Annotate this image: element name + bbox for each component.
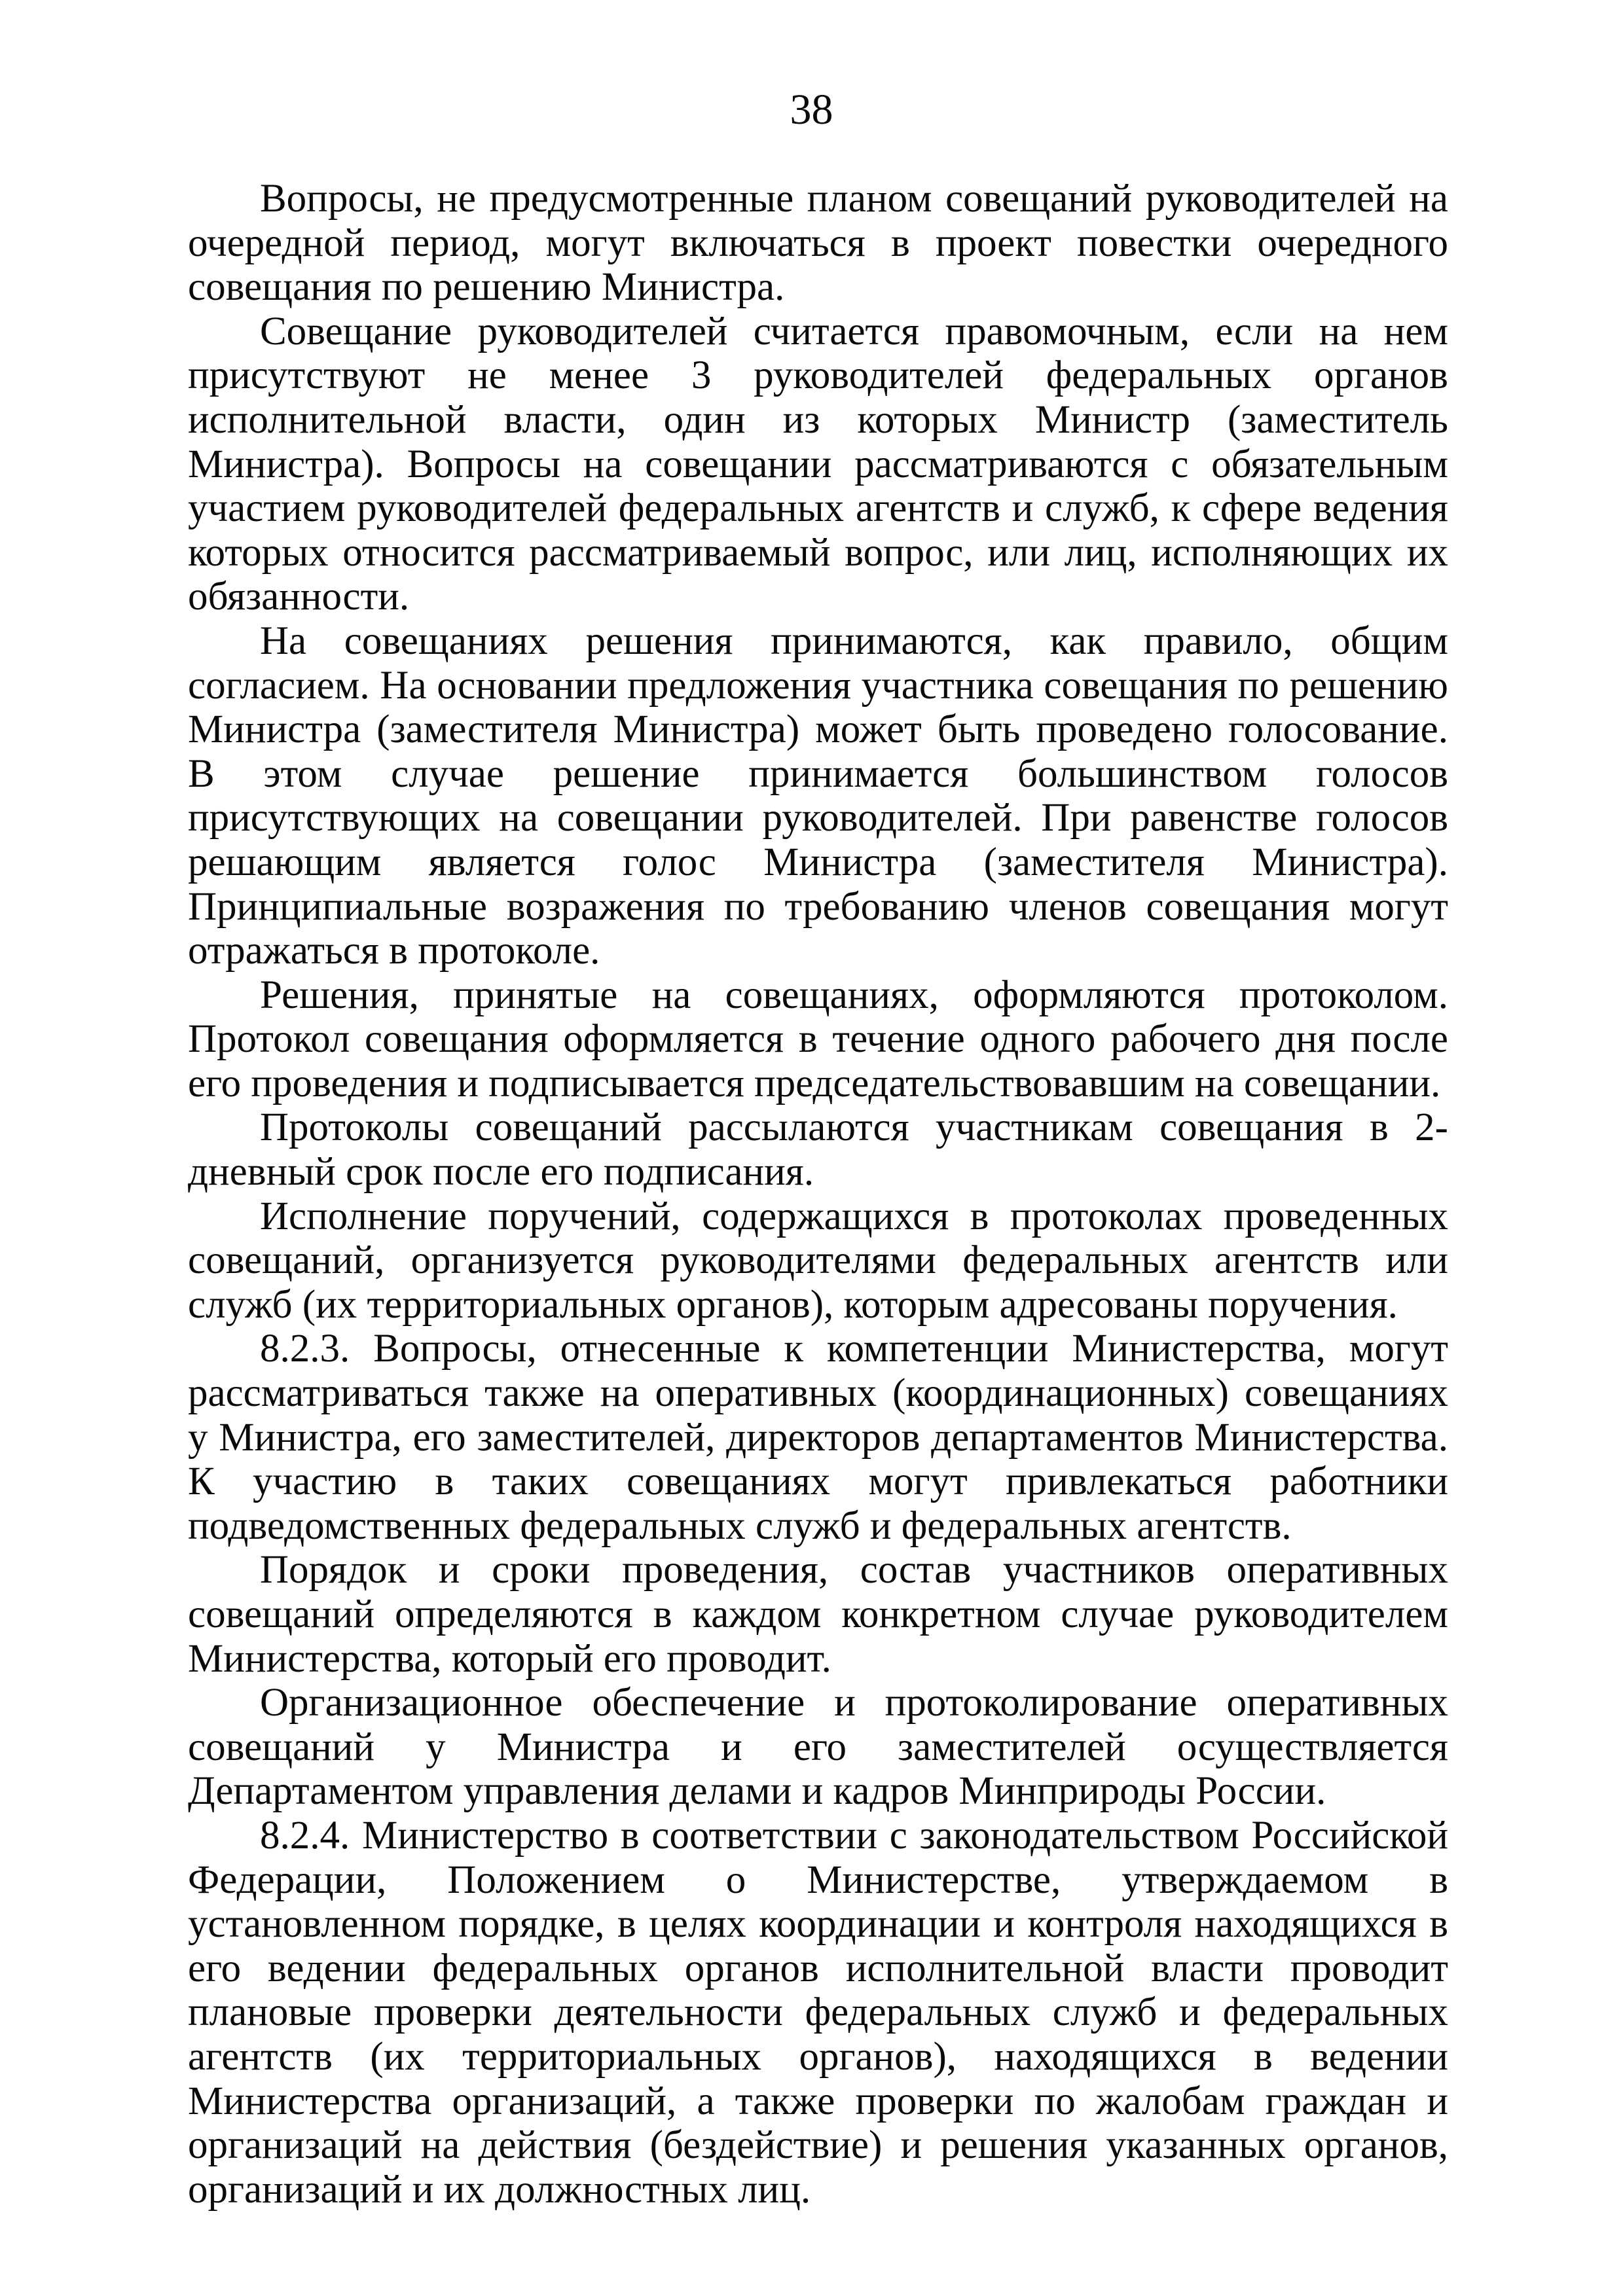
paragraph: Порядок и сроки проведения, состав участников оперативных совещаний определяются в каждом конкретном случае руководителем Министерства, который его проводит. <box>188 1548 1448 1681</box>
paragraph: Исполнение поручений, содержащихся в протоколах проведенных совещаний, организуется руководителями федеральных агентств или служб (их территориальных органов), которым адресованы поручения. <box>188 1194 1448 1327</box>
paragraph-8-2-4: 8.2.4. Министерство в соответствии с законодательством Российской Федерации, Положением о Министерстве, утверждаемом в установленном порядке, в целях координации и контроля находящихся в его ведении федеральных органов исполнительной власти проводит плановые проверки деятельности федеральных служб и федеральных агентств (их территориальных органов), находящихся в ведении Министерства организаций, а также проверки по жалобам граждан и организаций на действия (бездействие) и решения указанных органов, организаций и их должностных лиц. <box>188 1813 1448 2212</box>
paragraph: Решения, принятые на совещаниях, оформляются протоколом. Протокол совещания оформляется в течение одного рабочего дня после его проведения и подписывается председательствовавшим на совещании. <box>188 973 1448 1105</box>
paragraph: На совещаниях решения принимаются, как правило, общим согласием. На основании предложения участника совещания по решению Министра (заместителя Министра) может быть проведено голосование. В этом случае решение принимается большинством голосов присутствующих на совещании руководителей. При равенстве голосов решающим является голос Министра (заместителя Министра). Принципиальные возражения по требованию членов совещания могут отражаться в протоколе. <box>188 619 1448 973</box>
paragraph: Протоколы совещаний рассылаются участникам совещания в 2-дневный срок после его подписания. <box>188 1105 1448 1194</box>
paragraph: Совещание руководителей считается правомочным, если на нем присутствуют не менее 3 руководителей федеральных органов исполнительной власти, один из которых Министр (заместитель Министра). Вопросы на совещании рассматриваются с обязательным участием руководителей федеральных агентств и служб, к сфере ведения которых относится рассматриваемый вопрос, или лиц, исполняющих их обязанности. <box>188 309 1448 619</box>
page-number: 38 <box>790 86 833 134</box>
paragraph: Организационное обеспечение и протоколирование оперативных совещаний у Министра и его заместителей осуществляется Департаментом управления делами и кадров Минприроды России. <box>188 1681 1448 1814</box>
document-body <box>188 177 1448 2212</box>
paragraph-8-2-3: 8.2.3. Вопросы, отнесенные к компетенции Министерства, могут рассматриваться также на оперативных (координационных) совещаниях у Министра, его заместителей, директоров департаментов Министерства. К участию в таких совещаниях могут привлекаться работники подведомственных федеральных служб и федеральных агентств. <box>188 1327 1448 1548</box>
paragraph: Вопросы, не предусмотренные планом совещаний руководителей на очередной период, могут включаться в проект повестки очередного совещания по решению Министра. <box>188 177 1448 310</box>
